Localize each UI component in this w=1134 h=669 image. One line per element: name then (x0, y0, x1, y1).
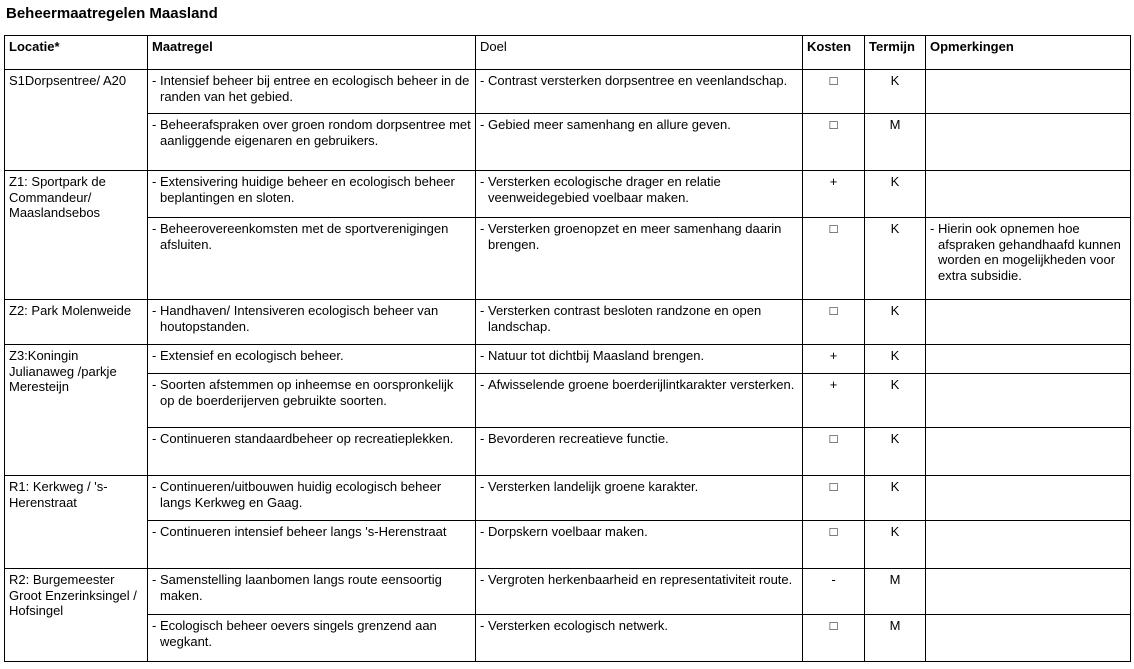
table-row (5, 114, 1131, 171)
bullet-dash: - (480, 348, 485, 363)
termijn-cell: K (865, 521, 926, 569)
termijn-cell: K (865, 428, 926, 476)
maatregel-cell (148, 428, 476, 476)
bullet-dash: - (152, 524, 157, 539)
opmerkingen-cell (926, 114, 1131, 171)
opmerkingen-cell (926, 70, 1131, 114)
doel-text: Natuur tot dichtbij Maasland brengen. (488, 348, 705, 363)
bullet-dash: - (480, 221, 485, 236)
bullet-dash: - (480, 303, 485, 318)
table-row (5, 521, 1131, 569)
doel-text: Bevorderen recreatieve functie. (488, 431, 669, 446)
locatie-cell: Z1: Sportpark de Commandeur/ Maaslandsebos (5, 171, 148, 300)
doel-text: Versterken groenopzet en meer samenhang daarin brengen. (488, 221, 782, 252)
maatregel-cell (148, 615, 476, 662)
doel-text: Vergroten herkenbaarheid en representativiteit route. (488, 572, 793, 587)
maatregel-cell (148, 345, 476, 374)
table-row (5, 374, 1131, 428)
bullet-dash: - (480, 479, 485, 494)
maatregel-text: Continueren intensief beheer langs 's-Herenstraat (160, 524, 447, 539)
bullet-dash: - (152, 618, 157, 633)
kosten-cell: □ (803, 521, 865, 569)
maatregel-cell (148, 374, 476, 428)
opmerkingen-cell (926, 615, 1131, 662)
bullet-dash: - (152, 73, 157, 88)
table-row (5, 345, 1131, 374)
doel-cell (476, 218, 803, 300)
doel-cell (476, 569, 803, 615)
table-row (5, 300, 1131, 345)
bullet-dash: - (480, 73, 485, 88)
maatregel-text: Beheerovereenkomsten met de sportverenigingen afsluiten. (160, 221, 449, 252)
bullet-dash: - (152, 117, 157, 132)
kosten-cell: □ (803, 70, 865, 114)
doel-cell (476, 300, 803, 345)
bullet-dash: - (480, 572, 485, 587)
termijn-cell: K (865, 70, 926, 114)
doel-cell (476, 476, 803, 521)
doel-cell (476, 374, 803, 428)
bullet-dash: - (480, 174, 485, 189)
header-maatregel: Maatregel (148, 36, 476, 70)
maatregel-cell (148, 218, 476, 300)
kosten-cell: + (803, 374, 865, 428)
bullet-dash: - (480, 618, 485, 633)
doel-cell (476, 345, 803, 374)
table-row (5, 171, 1131, 218)
table-row (5, 569, 1131, 615)
kosten-cell: □ (803, 428, 865, 476)
opmerkingen-cell (926, 569, 1131, 615)
kosten-cell: + (803, 345, 865, 374)
maatregel-cell (148, 300, 476, 345)
opmerkingen-cell (926, 345, 1131, 374)
table-header-row (5, 36, 1131, 70)
doel-text: Gebied meer samenhang en allure geven. (488, 117, 731, 132)
doel-text: Versterken contrast besloten randzone en open landschap. (488, 303, 762, 334)
termijn-cell: K (865, 345, 926, 374)
maatregel-text: Soorten afstemmen op inheemse en oorspronkelijk op de boerderijerven gebruikte soorten. (160, 377, 454, 408)
doel-text: Contrast versterken dorpsentree en veenlandschap. (488, 73, 788, 88)
table-row (5, 476, 1131, 521)
opmerkingen-cell (926, 476, 1131, 521)
termijn-cell: M (865, 114, 926, 171)
maatregel-text: Beheerafspraken over groen rondom dorpsentree met aanliggende eigenaren en gebruikers. (160, 117, 471, 148)
opmerkingen-cell (926, 218, 1131, 300)
bullet-dash: - (152, 431, 157, 446)
bullet-dash: - (152, 303, 157, 318)
doel-cell (476, 70, 803, 114)
kosten-cell: - (803, 569, 865, 615)
maatregel-text: Intensief beheer bij entree en ecologisch beheer in de randen van het gebied. (160, 73, 470, 104)
maatregel-cell (148, 171, 476, 218)
maatregel-cell (148, 569, 476, 615)
doel-cell (476, 521, 803, 569)
kosten-cell: □ (803, 218, 865, 300)
opmerkingen-cell (926, 428, 1131, 476)
bullet-dash: - (480, 377, 485, 392)
termijn-cell: K (865, 171, 926, 218)
locatie-cell: S1Dorpsentree/ A20 (5, 70, 148, 171)
table-row (5, 428, 1131, 476)
bullet-dash: - (152, 221, 157, 236)
kosten-cell: □ (803, 615, 865, 662)
maatregel-text: Handhaven/ Intensiveren ecologisch beheer van houtopstanden. (160, 303, 439, 334)
bullet-dash: - (930, 221, 935, 236)
termijn-cell: K (865, 476, 926, 521)
kosten-cell: □ (803, 300, 865, 345)
doel-cell (476, 114, 803, 171)
opmerkingen-cell (926, 171, 1131, 218)
maatregel-text: Extensief en ecologisch beheer. (160, 348, 344, 363)
bullet-dash: - (152, 348, 157, 363)
opmerkingen-text: Hierin ook opnemen hoe afspraken gehandhaafd kunnen worden en mogelijkheden voor extra subsidie. (938, 221, 1121, 283)
maatregel-text: Continueren/uitbouwen huidig ecologisch beheer langs Kerkweg en Gaag. (160, 479, 442, 510)
bullet-dash: - (152, 572, 157, 587)
locatie-cell: R1: Kerkweg / 's-Herenstraat (5, 476, 148, 569)
termijn-cell: M (865, 615, 926, 662)
doel-text: Dorpskern voelbaar maken. (488, 524, 648, 539)
bullet-dash: - (480, 117, 485, 132)
maatregel-cell (148, 114, 476, 171)
table-row (5, 218, 1131, 300)
locatie-cell: Z3:Koningin Julianaweg /parkje Meresteijn (5, 345, 148, 476)
header-kosten: Kosten (803, 36, 865, 70)
doel-text: Afwisselende groene boerderijlintkarakter versterken. (488, 377, 795, 392)
doel-cell (476, 171, 803, 218)
table-row (5, 70, 1131, 114)
table-row (5, 615, 1131, 662)
locatie-cell: Z2: Park Molenweide (5, 300, 148, 345)
opmerkingen-cell (926, 374, 1131, 428)
measures-table (4, 35, 1131, 662)
maatregel-cell (148, 70, 476, 114)
doel-cell (476, 428, 803, 476)
doel-text: Versterken ecologisch netwerk. (488, 618, 668, 633)
header-doel: Doel (476, 36, 803, 70)
bullet-dash: - (152, 174, 157, 189)
header-opmerkingen: Opmerkingen (926, 36, 1131, 70)
kosten-cell: □ (803, 114, 865, 171)
header-locatie: Locatie* (5, 36, 148, 70)
termijn-cell: M (865, 569, 926, 615)
opmerkingen-cell (926, 300, 1131, 345)
maatregel-text: Extensivering huidige beheer en ecologisch beheer beplantingen en sloten. (160, 174, 455, 205)
bullet-dash: - (480, 524, 485, 539)
maatregel-cell (148, 476, 476, 521)
locatie-cell: R2: Burgemeester Groot Enzerinksingel / Hofsingel (5, 569, 148, 662)
maatregel-cell (148, 521, 476, 569)
kosten-cell: + (803, 171, 865, 218)
header-termijn: Termijn (865, 36, 926, 70)
bullet-dash: - (480, 431, 485, 446)
maatregel-text: Continueren standaardbeheer op recreatieplekken. (160, 431, 454, 446)
opmerkingen-cell (926, 521, 1131, 569)
doel-text: Versterken ecologische drager en relatie veenweidegebied voelbaar maken. (488, 174, 721, 205)
doel-text: Versterken landelijk groene karakter. (488, 479, 699, 494)
termijn-cell: K (865, 374, 926, 428)
bullet-dash: - (152, 479, 157, 494)
maatregel-text: Samenstelling laanbomen langs route eensoortig maken. (160, 572, 442, 603)
page-title: Beheermaatregelen Maasland (6, 5, 218, 22)
bullet-dash: - (152, 377, 157, 392)
kosten-cell: □ (803, 476, 865, 521)
termijn-cell: K (865, 300, 926, 345)
doel-cell (476, 615, 803, 662)
termijn-cell: K (865, 218, 926, 300)
maatregel-text: Ecologisch beheer oevers singels grenzend aan wegkant. (160, 618, 437, 649)
